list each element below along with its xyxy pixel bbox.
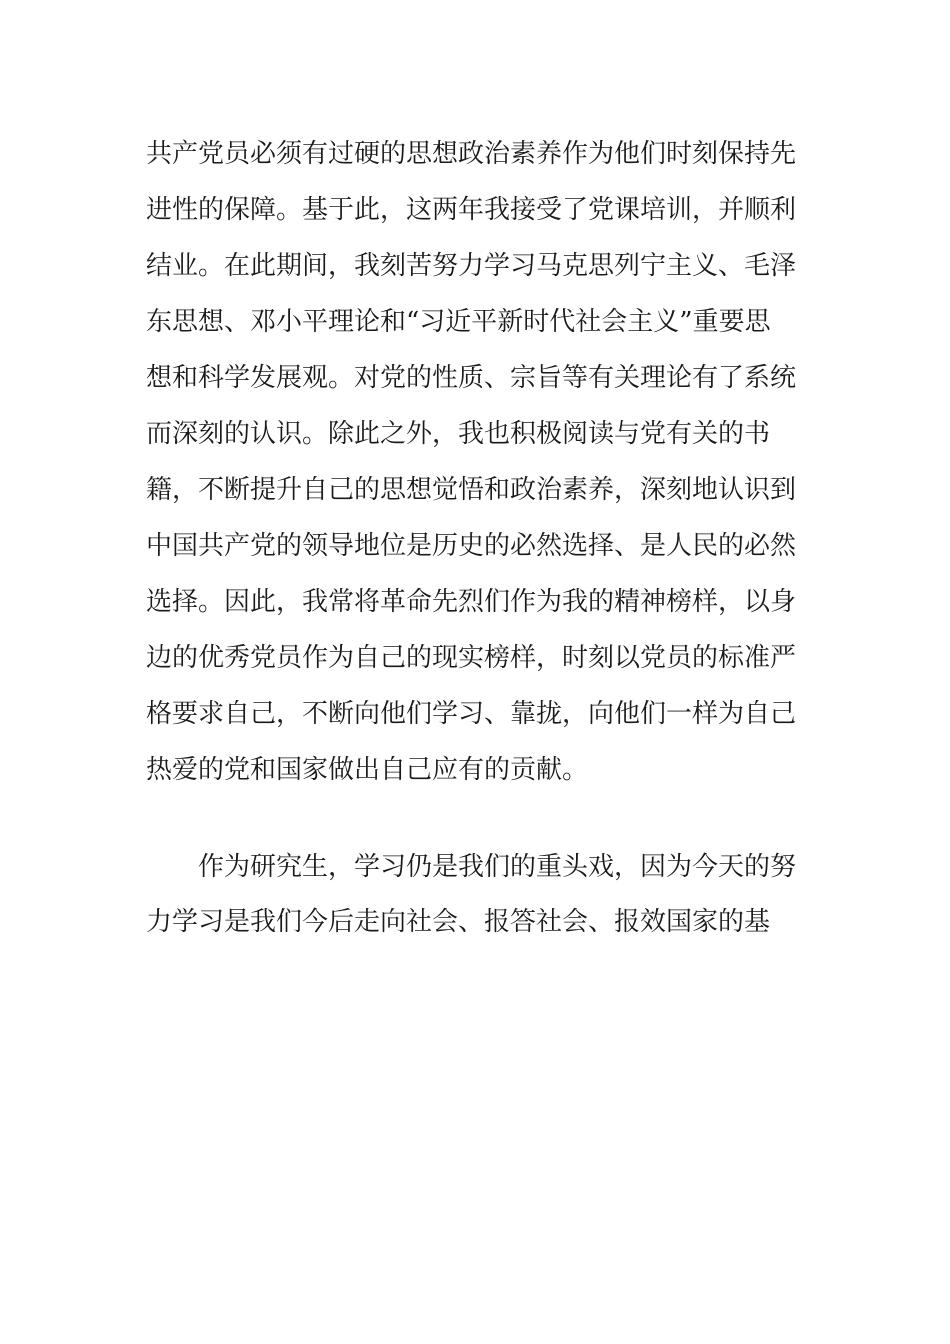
paragraph-2-line-2: 力学习是我们今后走向社会、报答社会、报效国家的基 [146,907,771,937]
paragraph-1-line-3: 结业。在此期间，我刻苦努力学习马克思列宁主义、毛泽 [146,251,797,281]
paragraph-1-line-8: 中国共产党的领导地位是历史的必然选择、是人民的必然 [146,531,797,561]
paragraph-1-line-11: 格要求自己，不断向他们学习、靠拢，向他们一样为自己 [146,699,797,729]
paragraph-1-line-1: 共产党员必须有过硬的思想政治素养作为他们时刻保持先 [146,139,797,169]
paragraph-2-line-1: 作为研究生，学习仍是我们的重头戏，因为今天的努 [198,852,797,882]
paragraph-1-line-4: 东思想、邓小平理论和“习近平新时代社会主义”重要思 [146,307,771,337]
paragraph-1-line-6: 而深刻的认识。除此之外，我也积极阅读与党有关的书 [146,419,771,449]
paragraph-1-line-5: 想和科学发展观。对党的性质、宗旨等有关理论有了系统 [146,363,797,393]
paragraph-1-line-7: 籍，不断提升自己的思想觉悟和政治素养，深刻地认识到 [146,475,797,505]
paragraph-1-line-9: 选择。因此，我常将革命先烈们作为我的精神榜样，以身 [146,587,797,617]
paragraph-1-line-2: 进性的保障。基于此，这两年我接受了党课培训，并顺利 [146,195,797,225]
paragraph-1-line-10: 边的优秀党员作为自己的现实榜样，时刻以党员的标准严 [146,643,797,673]
paragraph-1-line-12: 热爱的党和国家做出自己应有的贡献。 [146,755,589,785]
